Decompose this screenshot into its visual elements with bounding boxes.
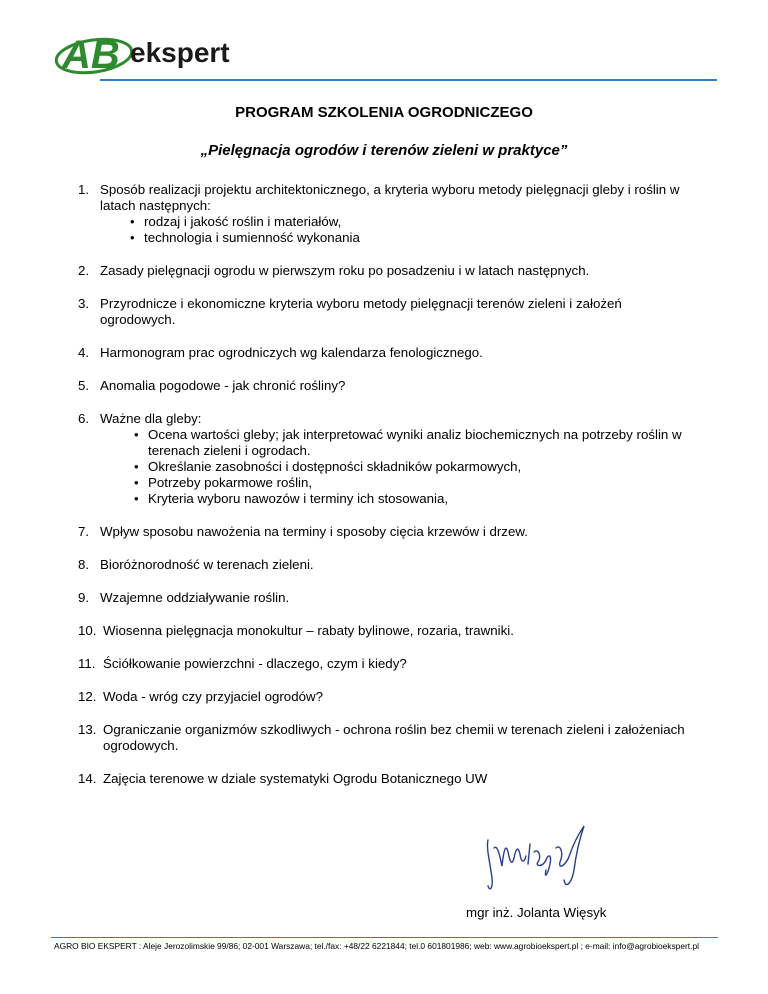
item-number: 12. xyxy=(78,689,97,704)
item-number: 11. xyxy=(78,656,96,671)
item-text: Wpływ sposobu nawożenia na terminy i sposoby cięcia krzewów i drzew. xyxy=(100,524,528,539)
list-item xyxy=(80,689,700,705)
document-title: PROGRAM SZKOLENIA OGRODNICZEGO xyxy=(235,104,533,121)
bullet-item: • Kryteria wyboru nawozów i terminy ich stosowania, xyxy=(134,491,700,507)
item-number: 10. xyxy=(78,623,97,638)
item-number: 8. xyxy=(78,557,90,572)
item-text: Zajęcia terenowe w dziale systematyki Ogrodu Botanicznego UW xyxy=(103,771,488,786)
item-number: 3. xyxy=(78,296,90,311)
item-text: Bioróżnorodność w terenach zieleni. xyxy=(100,557,314,572)
list-item xyxy=(80,345,700,361)
list-item xyxy=(80,623,700,639)
program-list xyxy=(80,182,700,804)
item-number: 4. xyxy=(78,345,90,360)
list-item xyxy=(80,557,700,573)
bullet-item: • Określanie zasobności i dostępności składników pokarmowych, xyxy=(134,459,700,475)
list-item xyxy=(80,590,700,606)
list-item xyxy=(80,771,700,787)
item-number: 6. xyxy=(78,411,90,426)
item-number: 1. xyxy=(78,182,90,197)
item-text: Harmonogram prac ogrodniczych wg kalendarza fenologicznego. xyxy=(100,345,483,360)
bullet-item: • Ocena wartości gleby; jak interpretować wyniki analiz biochemicznych na potrzeby roślin w terenach zieleni i ogrodach. xyxy=(134,427,700,459)
item-number: 13. xyxy=(78,722,97,737)
logo-word: ekspert xyxy=(130,37,230,68)
list-item xyxy=(80,296,700,328)
footer-contact: AGRO BIO EKSPERT : Aleje Jerozolimskie 99/86; 02-001 Warszawa; tel./fax: +48/22 6221844; tel.0 601801986; web: www.agrobioekspert.pl ; e-mail: info@agrobioekspert.pl xyxy=(54,941,699,951)
item-text: Anomalia pogodowe - jak chronić rośliny? xyxy=(100,378,346,393)
company-logo xyxy=(52,22,262,82)
item-number: 14. xyxy=(78,771,97,786)
bullet-list xyxy=(130,214,700,246)
bullet-item: • technologia i sumienność wykonania xyxy=(130,230,700,246)
item-text: Wiosenna pielęgnacja monokultur – rabaty bylinowe, rozaria, trawniki. xyxy=(103,623,514,638)
header-rule xyxy=(100,79,717,81)
bullet-list xyxy=(134,427,700,507)
signer-name: mgr inż. Jolanta Więsyk xyxy=(466,905,607,920)
list-item xyxy=(80,378,700,394)
logo-brand-letters: AB xyxy=(62,33,120,77)
bullet-item: • rodzaj i jakość roślin i materiałów, xyxy=(130,214,700,230)
item-number: 5. xyxy=(78,378,90,393)
item-text: Woda - wróg czy przyjaciel ogrodów? xyxy=(103,689,323,704)
handwritten-signature xyxy=(480,818,600,898)
item-text: Ograniczanie organizmów szkodliwych - ochrona roślin bez chemii w terenach zieleni i założeniach ogrodowych. xyxy=(103,722,685,753)
list-item xyxy=(80,263,700,279)
list-item xyxy=(80,722,700,754)
item-text: Przyrodnicze i ekonomiczne kryteria wyboru metody pielęgnacji terenów zieleni i założeń ogrodowych. xyxy=(100,296,622,327)
bullet-item: • Potrzeby pokarmowe roślin, xyxy=(134,475,700,491)
item-text: Ważne dla gleby: xyxy=(100,411,202,426)
document-subtitle: „Pielęgnacja ogrodów i terenów zieleni w praktyce” xyxy=(200,142,568,159)
item-text: Sposób realizacji projektu architektonicznego, a kryteria wyboru metody pielęgnacji gleby i roślin w latach następnych: xyxy=(100,182,680,213)
list-item xyxy=(80,411,700,507)
item-number: 7. xyxy=(78,524,90,539)
item-number: 9. xyxy=(78,590,90,605)
list-item xyxy=(80,182,700,246)
list-item xyxy=(80,656,700,672)
item-text: Wzajemne oddziaływanie roślin. xyxy=(100,590,290,605)
list-item xyxy=(80,524,700,540)
item-text: Zasady pielęgnacji ogrodu w pierwszym roku po posadzeniu i w latach następnych. xyxy=(100,263,590,278)
item-text: Ściółkowanie powierzchni - dlaczego, czym i kiedy? xyxy=(103,656,407,671)
footer-rule xyxy=(51,937,718,938)
item-number: 2. xyxy=(78,263,90,278)
